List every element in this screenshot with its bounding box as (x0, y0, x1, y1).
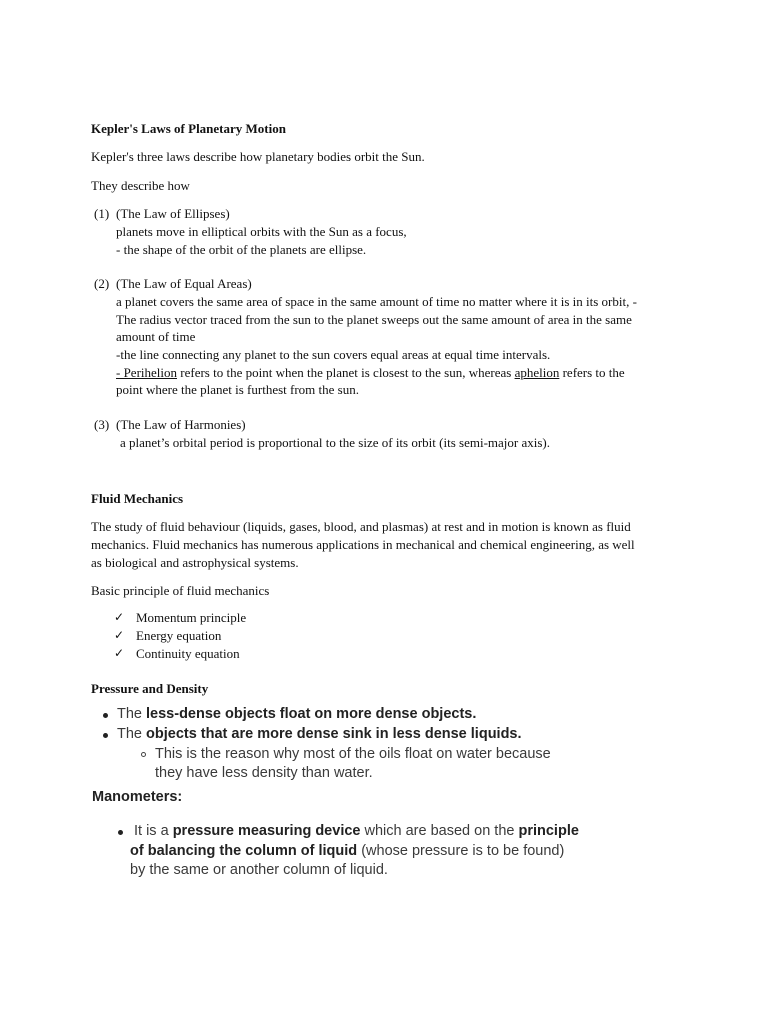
law-2-line: The radius vector traced from the sun to the planet sweeps out the same amount of area in the same (116, 312, 632, 327)
check-icon: ✓ (114, 628, 125, 642)
manometer-line: of balancing the column of liquid (whose pressure is to be found) (130, 843, 565, 859)
law-1-number: (1) (94, 206, 110, 221)
bullet-icon (118, 830, 123, 835)
manometer-line: It is a pressure measuring device which are based on the principle (134, 823, 579, 839)
law-1-name: (The Law of Ellipses) (116, 206, 230, 221)
law-2-number: (2) (94, 276, 110, 291)
sub-list-line: This is the reason why most of the oils float on water because (155, 746, 551, 762)
law-2-line: amount of time (116, 329, 196, 344)
aphelion-term: aphelion (514, 365, 560, 380)
principles-lead: Basic principle of fluid mechanics (91, 583, 270, 598)
law-2-line: point where the planet is furthest from the sun. (116, 382, 359, 397)
bullet-icon (103, 733, 108, 738)
sub-bullet-icon (141, 752, 146, 757)
perihelion-term: - Perihelion (116, 365, 178, 380)
law-3-number: (3) (94, 417, 110, 432)
kepler-title: Kepler's Laws of Planetary Motion (91, 121, 286, 136)
sub-list-line: they have less density than water. (155, 765, 373, 781)
law-2-line: -the line connecting any planet to the sun covers equal areas at equal time intervals. (116, 347, 551, 362)
fluid-para-line: mechanics. Fluid mechanics has numerous applications in mechanical and chemical engineering, as well (91, 537, 635, 552)
check-icon: ✓ (114, 646, 125, 660)
fluid-para-line: as biological and astrophysical systems. (91, 555, 299, 570)
law-3-name: (The Law of Harmonies) (116, 417, 246, 432)
check-icon: ✓ (114, 610, 125, 624)
fluid-title: Fluid Mechanics (91, 491, 184, 506)
list-item: Continuity equation (136, 646, 240, 661)
manometers-title: Manometers: (92, 789, 183, 805)
law-1-line: - the shape of the orbit of the planets are ellipse. (116, 242, 367, 257)
list-item: The objects that are more dense sink in less dense liquids. (117, 726, 522, 742)
bullet-icon (103, 713, 108, 718)
list-item: Momentum principle (136, 610, 247, 625)
law-3-line: a planet’s orbital period is proportional to the size of its orbit (its semi-major axis). (120, 435, 550, 450)
list-item: The less-dense objects float on more dense objects. (117, 706, 477, 722)
fluid-para-line: The study of fluid behaviour (liquids, gases, blood, and plasmas) at rest and in motion is known as fluid (91, 519, 631, 534)
list-item: Energy equation (136, 628, 222, 643)
law-1-line: planets move in elliptical orbits with the Sun as a focus, (116, 224, 407, 239)
manometer-line: by the same or another column of liquid. (130, 862, 388, 878)
pressure-title: Pressure and Density (91, 681, 209, 696)
law-2-name: (The Law of Equal Areas) (116, 276, 252, 291)
kepler-intro: Kepler's three laws describe how planetary bodies orbit the Sun. (91, 149, 425, 164)
law-2-line: a planet covers the same area of space in the same amount of time no matter where it is in its orbit, - (116, 294, 637, 309)
law-2-line: - Perihelion refers to the point when the planet is closest to the sun, whereas aphelion refers to the (116, 365, 625, 380)
kepler-lead: They describe how (91, 178, 190, 193)
